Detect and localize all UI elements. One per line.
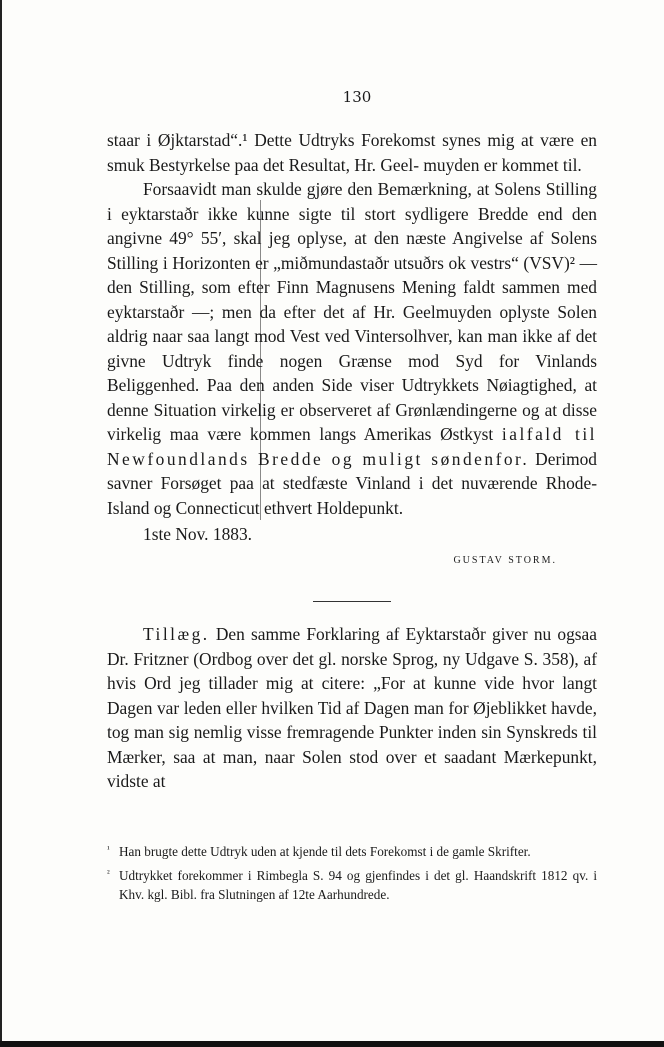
section-divider xyxy=(313,601,391,602)
date-line: 1ste Nov. 1883. xyxy=(143,524,253,544)
footnote-2-mark: ² xyxy=(107,867,110,878)
supplement-paragraph xyxy=(107,622,597,794)
author-signature: GUSTAV STORM. xyxy=(453,554,557,566)
scan-edge-left xyxy=(0,0,2,1047)
footnote-2-text: Udtrykket forekommer i Rimbegla S. 94 og gjenfindes i det gl. Haandskrift 1812 qv. i Khv. kgl. Bibl. fra Slutningen af 12te Aarhundrede. xyxy=(119,867,597,902)
paragraph-1-line-2: at være en smuk Bestyrkelse paa det Resultat, Hr. Geel- xyxy=(107,130,597,175)
scan-edge-bottom xyxy=(0,1041,664,1047)
footnote-2 xyxy=(107,866,597,905)
paragraph-2-end: Derimod savner Forsøget paa at stedfæste Vinland i det nuværende Rhode-Island og Connecticut ethvert Holdepunkt. xyxy=(107,448,597,518)
page-number: 130 xyxy=(342,88,372,106)
body-text xyxy=(107,128,597,794)
footnote-1-mark: ¹ xyxy=(107,844,110,854)
footnote-1-text: Han brugte dette Udtryk uden at kjende til dets Forekomst i de gamle Skrifter. xyxy=(119,844,531,859)
paragraph-1-line-3: muyden er kommet til. xyxy=(423,154,582,175)
supplement-text: Den samme Forklaring af Eyktarstaðr giver nu ogsaa Dr. Fritzner (Ordbog over det gl. norske Sprog, ny Udgave S. 358), af hvis Ord jeg tillader mig at citere: „For at kunne vide hvor langt Dagen var leden eller hvilken Tid af Dagen man for Øjeblikket havde, tog man sig nemlig visse fremragende Punkter inden sin Synskreds til Mærker, saa at man, naar Solen stod over et saadant Mærkepunkt, vidste at xyxy=(107,624,597,791)
paragraph-1-line-1: staar i Øjktarstad“.¹ Dette Udtryks Forekomst synes mig xyxy=(107,130,515,150)
supplement-label: Tillæg. xyxy=(143,624,210,644)
paragraph-1 xyxy=(107,128,597,177)
paragraph-2-spaced-text: ialfald til Newfoundlands Bredde og muligt søndenfor. xyxy=(107,424,597,469)
footnote-1 xyxy=(107,842,597,862)
paragraph-2-text: Forsaavidt man skulde gjøre den Bemærkning, at Solens Stilling i eyktarstaðr ikke kunne sigte til stort sydligere Bredde end den angivne 49° 55′, skal jeg oplyse, at den næste Angivelse af Solens Stilling i Horizonten er „miðmundastaðr utsuðrs ok vestrs“ (VSV)² — den Stilling, som efter Finn Magnusens Mening faldt sammen med eyktarstaðr —; men da efter det af Hr. Geelmuyden oplyste Solen aldrig naar saa langt mod Vest ved Vintersolhver, kan man ikke af det givne Udtryk finde nogen Grænse mod Syd for Vinlands Beliggenhed. Paa den anden Side viser Udtrykkets Nøiagtighed, at denne Situation virkelig er observeret af Grønlændingerne og at disse virkelig maa være kommen langs Amerikas Østkyst xyxy=(107,179,597,444)
footnotes xyxy=(107,842,597,909)
paragraph-2 xyxy=(107,177,597,520)
